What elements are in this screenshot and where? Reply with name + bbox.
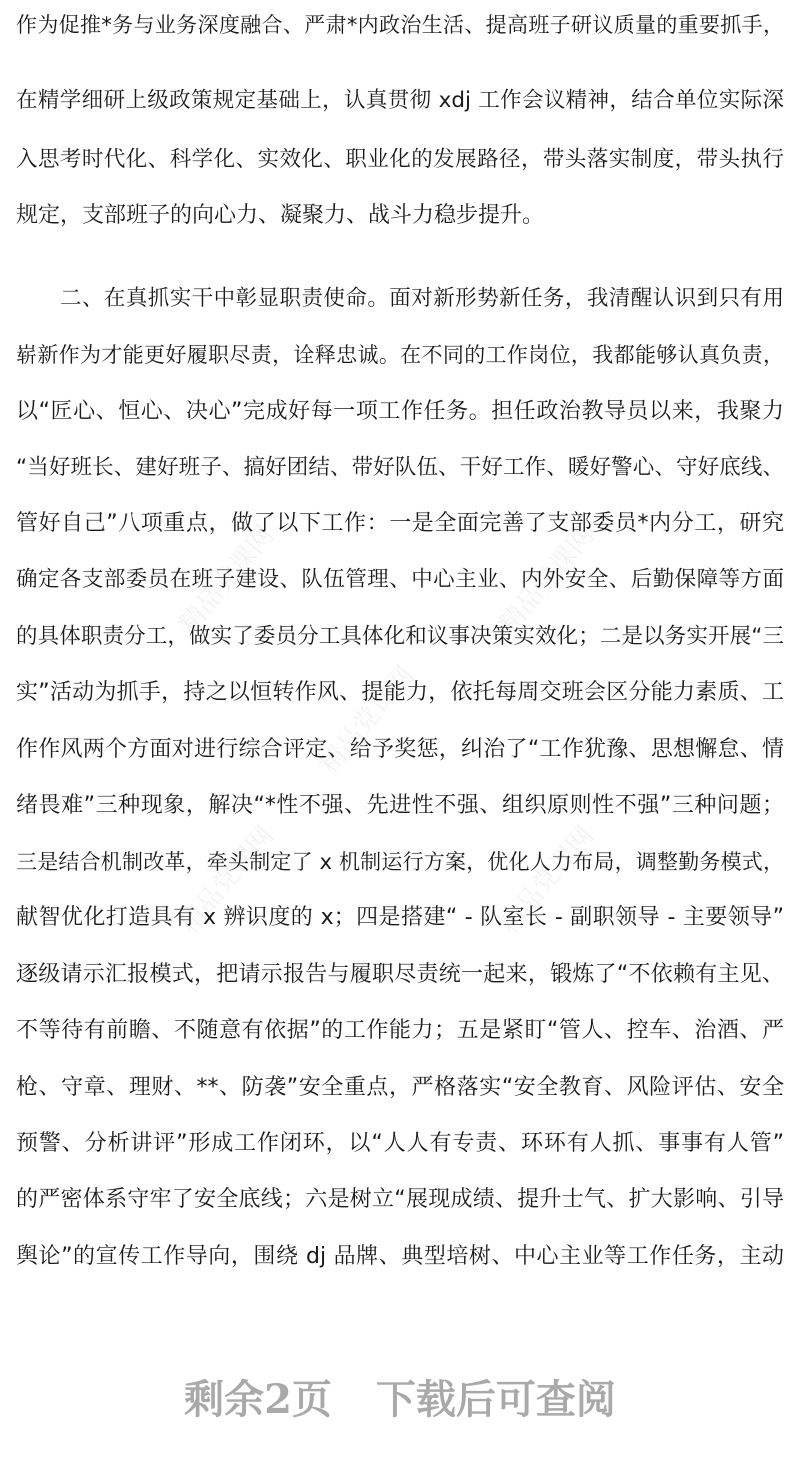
text-line: 以“匠心、恒心、决心”完成好每一项工作任务。担任政治教导员以来，我聚力 [16, 399, 784, 424]
text-line: 管好自己”八项重点，做了以下工作：一是全面完善了支部委员*内分工，研究 [16, 511, 784, 536]
text-line: 舆论”的宣传工作导向，围绕 dj 品牌、典型培树、中心主业等工作任务，主动 [16, 1244, 784, 1269]
text-line: 的严密体系守牢了安全底线；六是树立“展现成绩、提升士气、扩大影响、引导 [16, 1187, 784, 1212]
text-line: 作作风两个方面对进行综合评定、给予奖惩，纠治了“工作犹豫、思想懈怠、情 [16, 737, 784, 762]
text-line: 预警、分析讲评”形成工作闭环，以“人人有专责、环环有人抓、事事有人管” [16, 1131, 784, 1156]
section-heading-line: 二、在真抓实干中彰显职责使命。面对新形势新任务，我清醒认识到只有用 [60, 286, 784, 311]
text-line: 三是结合机制改革，牵头制定了 x 机制运行方案，优化人力布局，调整勤务模式， [16, 850, 784, 874]
watermark-text: 精品党课网 [493, 520, 601, 640]
text-line: 作为促推*务与业务深度融合、严肃*内政治生活、提高班子研议质量的重要抓手， [16, 13, 784, 37]
watermark-text: 精品党课网 [313, 660, 421, 780]
watermark-text: 精品党课网 [173, 820, 281, 940]
watermark-text: 精品党课网 [173, 520, 281, 640]
text-line: 枪、守章、理财、**、防袭”安全重点，严格落实“安全教育、风险评估、安全 [16, 1075, 784, 1100]
download-to-read-label: 下载后可查阅 [375, 1376, 616, 1423]
text-line: 绪畏难”三种现象，解决“*性不强、先进性不强、组织原则性不强”三种问题； [16, 793, 784, 818]
download-prompt[interactable] [0, 1368, 800, 1425]
text-line: 献智优化打造具有 x 辨识度的 x；四是搭建“ - 队室长 - 副职领导 - 主要领导” [16, 905, 784, 930]
text-line: 确定各支部委员在班子建设、队伍管理、中心主业、内外安全、后勤保障等方面 [16, 567, 784, 592]
text-line: 规定，支部班子的向心力、凝聚力、战斗力稳步提升。 [16, 203, 545, 228]
text-line: 崭新作为才能更好履职尽责，诠释忠诚。在不同的工作岗位，我都能够认真负责， [16, 343, 784, 367]
text-line: 不等待有前瞻、不随意有依据”的工作能力；五是紧盯“管人、控车、治酒、严 [16, 1018, 784, 1043]
text-line: 入思考时代化、科学化、实效化、职业化的发展路径，带头落实制度，带头执行 [16, 147, 784, 172]
text-line: 逐级请示汇报模式，把请示报告与履职尽责统一起来，锻炼了“不依赖有主见、 [16, 962, 784, 987]
watermark-text: 精品党课网 [493, 820, 601, 940]
text-line: 在精学细研上级政策规定基础上，认真贯彻 xdj 工作会议精神，结合单位实际深 [16, 88, 784, 113]
remaining-pages-label: 剩余2页 [184, 1376, 332, 1423]
text-line: 的具体职责分工，做实了委员分工具体化和议事决策实效化；二是以务实开展“三 [16, 624, 784, 649]
text-line: “当好班长、建好班子、搞好团结、带好队伍、干好工作、暖好警心、守好底线、 [16, 455, 784, 480]
text-line: 实”活动为抓手，持之以恒转作风、提能力，依托每周交班会区分能力素质、工 [16, 680, 784, 705]
